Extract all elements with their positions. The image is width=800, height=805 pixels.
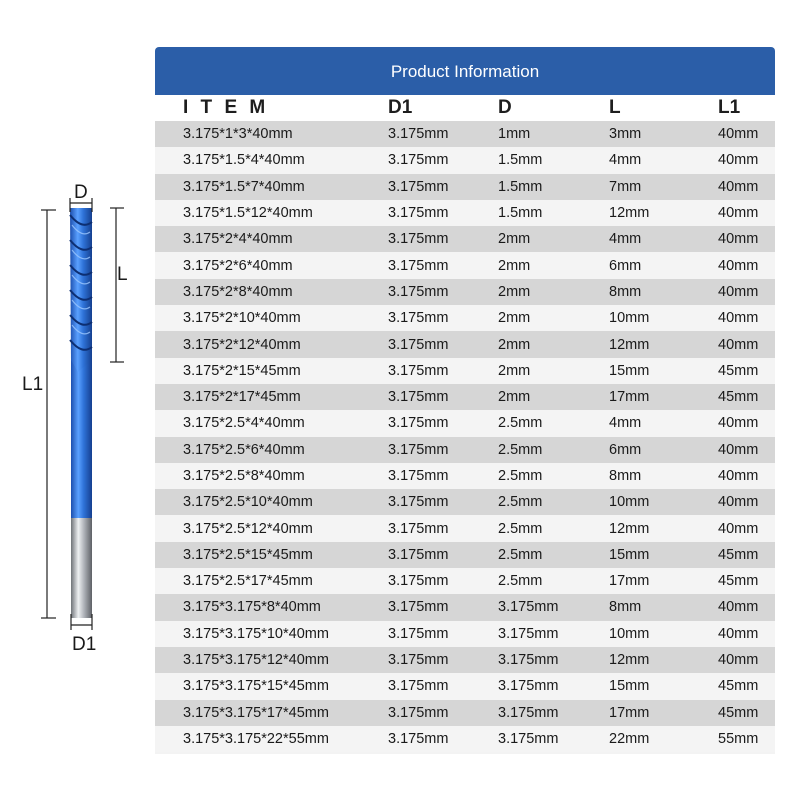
table-row — [155, 410, 775, 436]
cell-l: 15mm — [609, 678, 650, 695]
cell-l1: 45mm — [718, 678, 759, 695]
cell-d1: 3.175mm — [388, 441, 449, 458]
cell-d: 1mm — [498, 126, 531, 143]
cell-d: 3.175mm — [498, 704, 559, 721]
cell-d: 2.5mm — [498, 415, 543, 432]
cell-d1: 3.175mm — [388, 205, 449, 222]
cell-l1: 40mm — [718, 494, 759, 511]
cell-l: 10mm — [609, 625, 650, 642]
cell-l1: 55mm — [718, 730, 759, 747]
header-d1: D1 — [388, 97, 413, 118]
cell-d: 2mm — [498, 389, 531, 406]
table-row — [155, 568, 775, 594]
cell-l: 4mm — [609, 415, 642, 432]
table-row — [155, 542, 775, 568]
cell-item: 3.175*2.5*8*40mm — [183, 468, 305, 484]
cell-d1: 3.175mm — [388, 231, 449, 248]
cell-d1: 3.175mm — [388, 730, 449, 747]
cell-l1: 45mm — [718, 362, 759, 379]
cell-l: 6mm — [609, 257, 642, 274]
cell-l1: 40mm — [718, 625, 759, 642]
cell-item: 3.175*3.175*22*55mm — [183, 730, 329, 747]
cell-d: 2mm — [498, 362, 531, 379]
cell-d: 2mm — [498, 283, 531, 300]
cell-d1: 3.175mm — [388, 257, 449, 274]
cell-item: 3.175*3.175*10*40mm — [183, 625, 329, 642]
cell-l: 12mm — [609, 652, 650, 669]
cell-l: 4mm — [609, 152, 642, 169]
cell-d: 3.175mm — [498, 730, 559, 747]
cell-d1: 3.175mm — [388, 652, 449, 669]
cell-d1: 3.175mm — [388, 678, 449, 695]
table-row — [155, 200, 775, 226]
cell-d1: 3.175mm — [388, 415, 449, 432]
cell-l1: 45mm — [718, 573, 759, 590]
cell-d: 3.175mm — [498, 678, 559, 695]
table-row — [155, 358, 775, 384]
cell-d1: 3.175mm — [388, 520, 449, 537]
cell-item: 3.175*1.5*12*40mm — [183, 205, 313, 222]
l1-dimension-lines — [41, 210, 56, 618]
cell-d: 2.5mm — [498, 468, 543, 484]
cell-item: 3.175*2*10*40mm — [183, 310, 301, 327]
cell-l1: 40mm — [718, 336, 759, 353]
label-d: D — [74, 182, 88, 203]
cell-l: 3mm — [609, 126, 642, 143]
cell-d1: 3.175mm — [388, 573, 449, 590]
cell-l: 17mm — [609, 389, 650, 406]
cell-d: 1.5mm — [498, 152, 543, 169]
table-row — [155, 305, 775, 331]
cell-l1: 40mm — [718, 599, 759, 616]
cell-d: 1.5mm — [498, 178, 543, 195]
table-row — [155, 331, 775, 357]
table-row — [155, 726, 775, 752]
cell-item: 3.175*3.175*15*45mm — [183, 678, 329, 695]
cell-d: 2.5mm — [498, 494, 543, 511]
cell-item: 3.175*2*17*45mm — [183, 389, 301, 406]
table-title: Product Information — [390, 62, 540, 81]
cell-d: 2.5mm — [498, 573, 543, 590]
cell-l: 22mm — [609, 730, 650, 747]
cell-item: 3.175*2.5*10*40mm — [183, 494, 313, 511]
cell-l1: 40mm — [718, 520, 759, 537]
cell-l: 12mm — [609, 336, 650, 353]
cell-l1: 40mm — [718, 283, 759, 300]
cell-d: 2mm — [498, 257, 531, 274]
cell-l: 4mm — [609, 231, 642, 248]
table-row — [155, 252, 775, 278]
cell-d: 3.175mm — [498, 599, 559, 616]
cell-l1: 40mm — [718, 468, 759, 484]
cell-item: 3.175*3.175*8*40mm — [183, 599, 321, 616]
cell-item: 3.175*3.175*17*45mm — [183, 704, 329, 721]
cell-l: 6mm — [609, 441, 642, 458]
cell-l: 7mm — [609, 178, 642, 195]
end-mill-diagram — [0, 0, 150, 800]
cell-d: 3.175mm — [498, 652, 559, 669]
cell-l1: 40mm — [718, 415, 759, 432]
cell-l: 8mm — [609, 468, 642, 484]
cell-d1: 3.175mm — [388, 310, 449, 327]
cell-l: 12mm — [609, 205, 650, 222]
table-body — [155, 121, 775, 752]
table-row — [155, 174, 775, 200]
cell-l1: 40mm — [718, 126, 759, 143]
cell-item: 3.175*3.175*12*40mm — [183, 652, 329, 669]
cell-item: 3.175*2*4*40mm — [183, 231, 293, 248]
label-l1: L1 — [22, 374, 44, 395]
header-d: D — [498, 97, 512, 118]
cell-item: 3.175*2.5*12*40mm — [183, 520, 313, 537]
table-row — [155, 700, 775, 726]
cell-d: 1.5mm — [498, 205, 543, 222]
cell-item: 3.175*1.5*4*40mm — [183, 152, 305, 169]
cell-d: 2mm — [498, 231, 531, 248]
cell-l1: 40mm — [718, 152, 759, 169]
cell-item: 3.175*2.5*6*40mm — [183, 441, 305, 458]
cell-d1: 3.175mm — [388, 704, 449, 721]
cell-d: 3.175mm — [498, 625, 559, 642]
table-row — [155, 489, 775, 515]
cell-l: 15mm — [609, 546, 650, 563]
table-row — [155, 463, 775, 489]
cell-item: 3.175*2*8*40mm — [183, 283, 293, 300]
cell-d1: 3.175mm — [388, 178, 449, 195]
cell-d: 2mm — [498, 310, 531, 327]
table-row — [155, 673, 775, 699]
cell-d1: 3.175mm — [388, 625, 449, 642]
table-row — [155, 121, 775, 147]
cell-item: 3.175*2*15*45mm — [183, 362, 301, 379]
cell-l1: 40mm — [718, 441, 759, 458]
cell-l: 12mm — [609, 520, 650, 537]
cell-d1: 3.175mm — [388, 494, 449, 511]
cell-l1: 40mm — [718, 205, 759, 222]
cell-d1: 3.175mm — [388, 389, 449, 406]
product-information-table — [155, 47, 775, 754]
cell-l: 8mm — [609, 283, 642, 300]
header-l: L — [609, 97, 621, 118]
cell-l: 17mm — [609, 573, 650, 590]
label-d1: D1 — [72, 634, 97, 655]
cell-d1: 3.175mm — [388, 546, 449, 563]
cell-item: 3.175*1*3*40mm — [183, 126, 293, 143]
cell-l1: 40mm — [718, 257, 759, 274]
cell-d1: 3.175mm — [388, 599, 449, 616]
table-row — [155, 594, 775, 620]
cell-l1: 45mm — [718, 704, 759, 721]
table-header-row — [155, 95, 775, 121]
cell-item: 3.175*2*12*40mm — [183, 336, 301, 353]
table-row — [155, 515, 775, 541]
cell-l1: 45mm — [718, 389, 759, 406]
cell-l1: 45mm — [718, 546, 759, 563]
cell-d1: 3.175mm — [388, 362, 449, 379]
cell-l: 15mm — [609, 362, 650, 379]
cell-l1: 40mm — [718, 310, 759, 327]
cell-d1: 3.175mm — [388, 152, 449, 169]
shank-uncoated — [71, 518, 92, 618]
cell-l1: 40mm — [718, 652, 759, 669]
cell-l: 10mm — [609, 310, 650, 327]
cell-l1: 40mm — [718, 231, 759, 248]
shank-coated — [71, 355, 92, 520]
table-row — [155, 437, 775, 463]
cell-l1: 40mm — [718, 178, 759, 195]
end-mill-drawing — [0, 0, 150, 800]
cell-d1: 3.175mm — [388, 126, 449, 143]
cell-d1: 3.175mm — [388, 336, 449, 353]
cell-l: 17mm — [609, 704, 650, 721]
cell-item: 3.175*1.5*7*40mm — [183, 178, 305, 195]
table-row — [155, 147, 775, 173]
cell-l: 8mm — [609, 599, 642, 616]
header-l1: L1 — [718, 97, 741, 118]
cell-d: 2.5mm — [498, 441, 543, 458]
cell-item: 3.175*2.5*15*45mm — [183, 546, 313, 563]
cell-item: 3.175*2.5*4*40mm — [183, 415, 305, 432]
cell-d1: 3.175mm — [388, 468, 449, 484]
table-row — [155, 226, 775, 252]
table-row — [155, 647, 775, 673]
cell-d: 2.5mm — [498, 520, 543, 537]
header-item: I T E M — [183, 97, 269, 118]
table-row — [155, 621, 775, 647]
label-l: L — [117, 264, 128, 285]
cell-item: 3.175*2*6*40mm — [183, 257, 293, 274]
table-row — [155, 279, 775, 305]
cell-d: 2mm — [498, 336, 531, 353]
table-row — [155, 384, 775, 410]
cell-item: 3.175*2.5*17*45mm — [183, 573, 313, 590]
cell-d1: 3.175mm — [388, 283, 449, 300]
cell-d: 2.5mm — [498, 546, 543, 563]
cell-l: 10mm — [609, 494, 650, 511]
